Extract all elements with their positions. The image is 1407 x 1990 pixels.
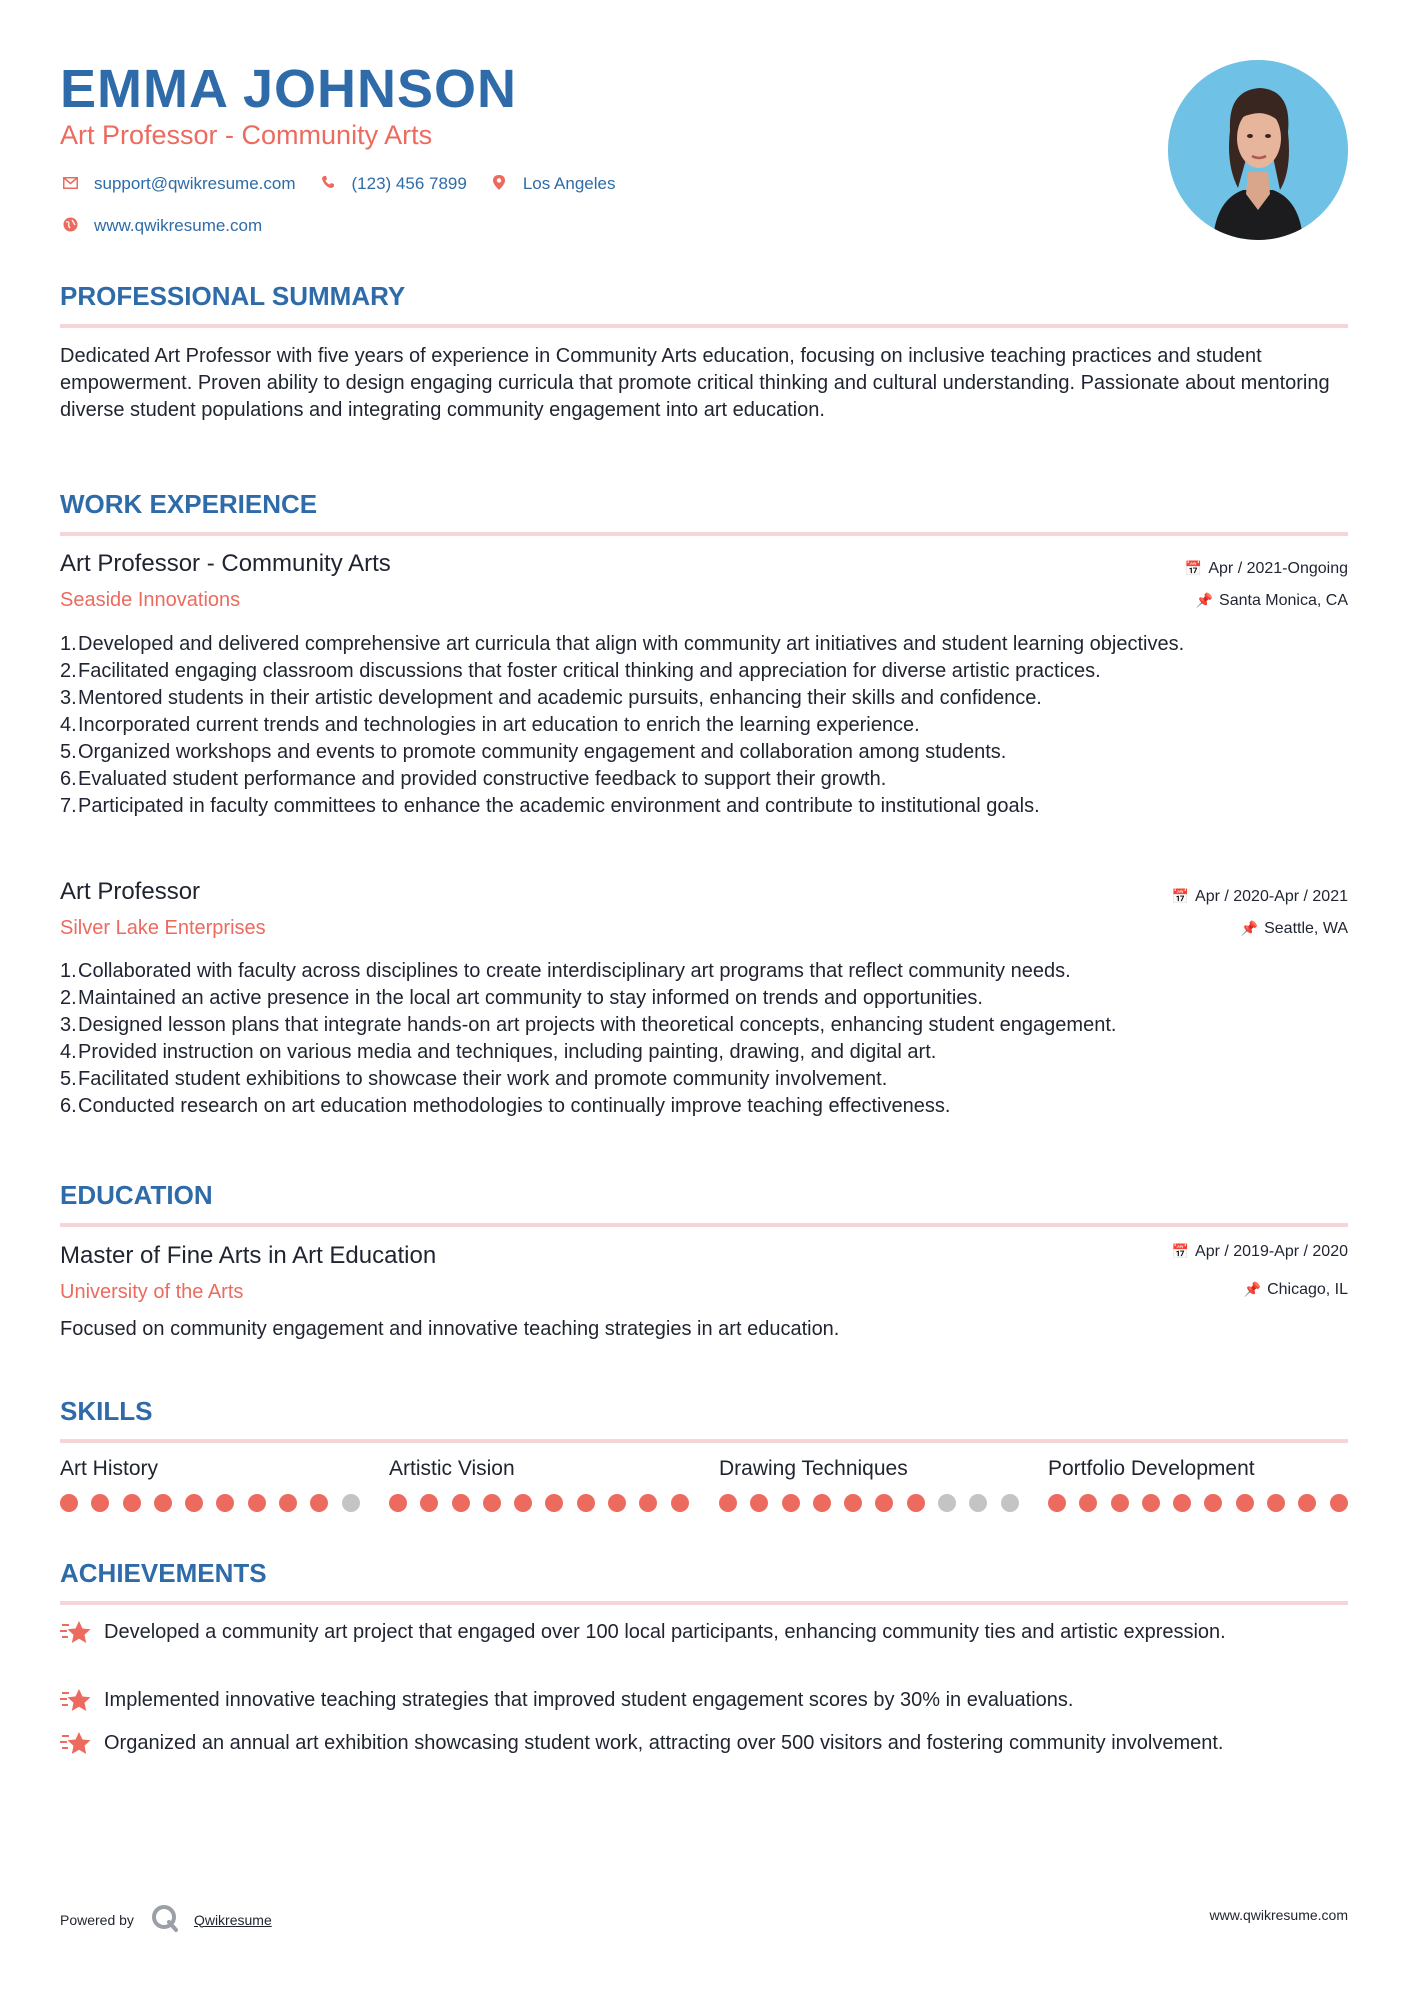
rating-dot-filled — [216, 1494, 234, 1512]
list-item: 1. Collaborated with faculty across disciplines to create interdisciplinary art programs that reflect community needs. — [60, 960, 1071, 982]
skill-name: Artistic Vision — [389, 1457, 515, 1480]
skills-heading: SKILLS — [60, 1396, 1348, 1443]
achievement-item: Developed a community art project that engaged over 100 local participants, enhancing community ties and artistic expression. — [60, 1619, 1350, 1646]
candidate-title: Art Professor - Community Arts — [60, 120, 433, 150]
list-item: 3. Designed lesson plans that integrate hands-on art projects with theoretical concepts, enhancing student engagement. — [60, 1014, 1117, 1036]
rating-dot-filled — [813, 1494, 831, 1512]
job-location: 📌 Seattle, WA — [1240, 920, 1348, 937]
profile-photo — [1168, 60, 1348, 240]
rating-dot-filled — [483, 1494, 501, 1512]
contact-info — [60, 172, 637, 256]
skill-rating — [60, 1494, 373, 1512]
job-dates: 📅 Apr / 2021-Ongoing — [1184, 560, 1348, 577]
powered-by-label: Powered by — [60, 1911, 134, 1928]
rating-dot-filled — [545, 1494, 563, 1512]
summary-text: Dedicated Art Professor with five years of experience in Community Arts education, focusing on inclusive teaching practices and student empowerment. Proven ability to design engaging curricula that promote critical thinking and cultural understanding. Passionate about mentoring diverse student populations and integrating community engagement into art education. — [60, 345, 1330, 421]
rating-dot-filled — [420, 1494, 438, 1512]
rating-dot-filled — [452, 1494, 470, 1512]
location-contact — [489, 174, 616, 194]
list-item: 2. Maintained an active presence in the local art community to stay informed on trends and opportunities. — [60, 987, 983, 1009]
list-item: 3. Mentored students in their artistic development and academic pursuits, enhancing their skills and confidence. — [60, 687, 1042, 709]
job-company: Seaside Innovations — [60, 589, 241, 611]
location-text: Los Angeles — [522, 174, 616, 193]
rating-dot-filled — [750, 1494, 768, 1512]
rating-dot-filled — [1267, 1494, 1285, 1512]
rating-dot-filled — [154, 1494, 172, 1512]
website-contact[interactable] — [60, 216, 262, 236]
rating-dot-filled — [875, 1494, 893, 1512]
rating-dot-filled — [577, 1494, 595, 1512]
phone-contact[interactable] — [318, 174, 467, 194]
rating-dot-filled — [1079, 1494, 1097, 1512]
job-location: 📌 Santa Monica, CA — [1195, 592, 1348, 609]
calendar-icon: 📅 — [1171, 1243, 1190, 1259]
achievements-heading: ACHIEVEMENTS — [60, 1558, 1348, 1605]
website-text: www.qwikresume.com — [94, 216, 263, 235]
job-title: Art Professor - Community Arts — [60, 550, 391, 577]
rating-dot-empty — [969, 1494, 987, 1512]
rating-dot-filled — [1142, 1494, 1160, 1512]
rating-dot-filled — [248, 1494, 266, 1512]
experience-heading: WORK EXPERIENCE — [60, 489, 1348, 536]
pushpin-icon: 📌 — [1195, 592, 1214, 608]
rating-dot-filled — [1111, 1494, 1129, 1512]
achievement-item: Organized an annual art exhibition showcasing student work, attracting over 500 visitors and fostering community involvement. — [60, 1730, 1350, 1757]
rating-dot-filled — [514, 1494, 532, 1512]
envelope-icon — [60, 176, 80, 193]
rating-dot-filled — [1236, 1494, 1254, 1512]
list-item: 6. Evaluated student performance and provided constructive feedback to support their growth. — [60, 768, 887, 790]
job-bullets — [60, 631, 1350, 820]
list-item: 6. Conducted research on art education methodologies to continually improve teaching effectiveness. — [60, 1095, 951, 1117]
calendar-icon: 📅 — [1184, 560, 1203, 576]
star-icon — [60, 1730, 104, 1757]
rating-dot-filled — [844, 1494, 862, 1512]
skill-name: Drawing Techniques — [719, 1457, 908, 1480]
degree-title: Master of Fine Arts in Art Education — [60, 1242, 437, 1269]
achievement-item: Implemented innovative teaching strategies that improved student engagement scores by 30% in evaluations. — [60, 1687, 1350, 1714]
rating-dot-filled — [389, 1494, 407, 1512]
rating-dot-filled — [60, 1494, 78, 1512]
rating-dot-filled — [1204, 1494, 1222, 1512]
skill-rating — [1048, 1494, 1361, 1512]
list-item: 5. Facilitated student exhibitions to showcase their work and promote community involvement. — [60, 1068, 888, 1090]
rating-dot-filled — [1048, 1494, 1066, 1512]
rating-dot-filled — [782, 1494, 800, 1512]
phone-icon — [318, 175, 338, 193]
rating-dot-filled — [123, 1494, 141, 1512]
job-bullets — [60, 958, 1350, 1120]
rating-dot-filled — [279, 1494, 297, 1512]
phone-text: (123) 456 7899 — [351, 174, 467, 193]
education-heading: EDUCATION — [60, 1180, 1348, 1227]
brand-link[interactable]: Qwikresume — [193, 1911, 272, 1928]
pushpin-icon: 📌 — [1240, 920, 1259, 936]
rating-dot-filled — [91, 1494, 109, 1512]
education-description: Focused on community engagement and innovative teaching strategies in art education. — [60, 1318, 840, 1340]
list-item: 2. Facilitated engaging classroom discussions that foster critical thinking and appreciation for diverse artistic practices. — [60, 660, 1101, 682]
rating-dot-filled — [907, 1494, 925, 1512]
calendar-icon: 📅 — [1171, 888, 1190, 904]
summary-heading: PROFESSIONAL SUMMARY — [60, 281, 1348, 328]
rating-dot-filled — [1330, 1494, 1348, 1512]
skill-rating — [719, 1494, 1032, 1512]
star-icon — [60, 1619, 104, 1646]
education-location: 📌 Chicago, IL — [1243, 1281, 1348, 1298]
skill-rating — [389, 1494, 702, 1512]
education-dates: 📅 Apr / 2019-Apr / 2020 — [1171, 1243, 1348, 1260]
email-contact[interactable] — [60, 174, 296, 194]
rating-dot-filled — [671, 1494, 689, 1512]
rating-dot-filled — [608, 1494, 626, 1512]
job-company: Silver Lake Enterprises — [60, 917, 266, 939]
list-item: 4. Provided instruction on various media and techniques, including painting, drawing, and digital art. — [60, 1041, 937, 1063]
list-item: 7. Participated in faculty committees to enhance the academic environment and contribute to institutional goals. — [60, 795, 1040, 817]
rating-dot-empty — [938, 1494, 956, 1512]
rating-dot-empty — [1001, 1494, 1019, 1512]
skill-name: Art History — [60, 1457, 159, 1480]
map-pin-icon — [489, 175, 509, 194]
rating-dot-empty — [342, 1494, 360, 1512]
rating-dot-filled — [719, 1494, 737, 1512]
footer-powered-by — [60, 1903, 272, 1936]
rating-dot-filled — [310, 1494, 328, 1512]
candidate-name: EMMA JOHNSON — [60, 59, 518, 119]
job-dates: 📅 Apr / 2020-Apr / 2021 — [1171, 888, 1348, 905]
star-icon — [60, 1687, 104, 1714]
list-item: 5. Organized workshops and events to promote community engagement and collaboration among students. — [60, 741, 1007, 763]
qwikresume-logo-icon — [150, 1903, 180, 1936]
skill-name: Portfolio Development — [1048, 1457, 1255, 1480]
rating-dot-filled — [185, 1494, 203, 1512]
globe-icon — [60, 217, 80, 236]
pushpin-icon: 📌 — [1243, 1281, 1262, 1297]
list-item: 4. Incorporated current trends and technologies in art education to enrich the learning experience. — [60, 714, 920, 736]
rating-dot-filled — [1298, 1494, 1316, 1512]
job-title: Art Professor — [60, 878, 201, 905]
email-text: support@qwikresume.com — [94, 174, 296, 193]
school-name: University of the Arts — [60, 1281, 244, 1303]
rating-dot-filled — [639, 1494, 657, 1512]
footer-website[interactable]: www.qwikresume.com — [1209, 1907, 1348, 1923]
rating-dot-filled — [1173, 1494, 1191, 1512]
list-item: 1. Developed and delivered comprehensive art curricula that align with community art initiatives and student learning objectives. — [60, 633, 1185, 655]
